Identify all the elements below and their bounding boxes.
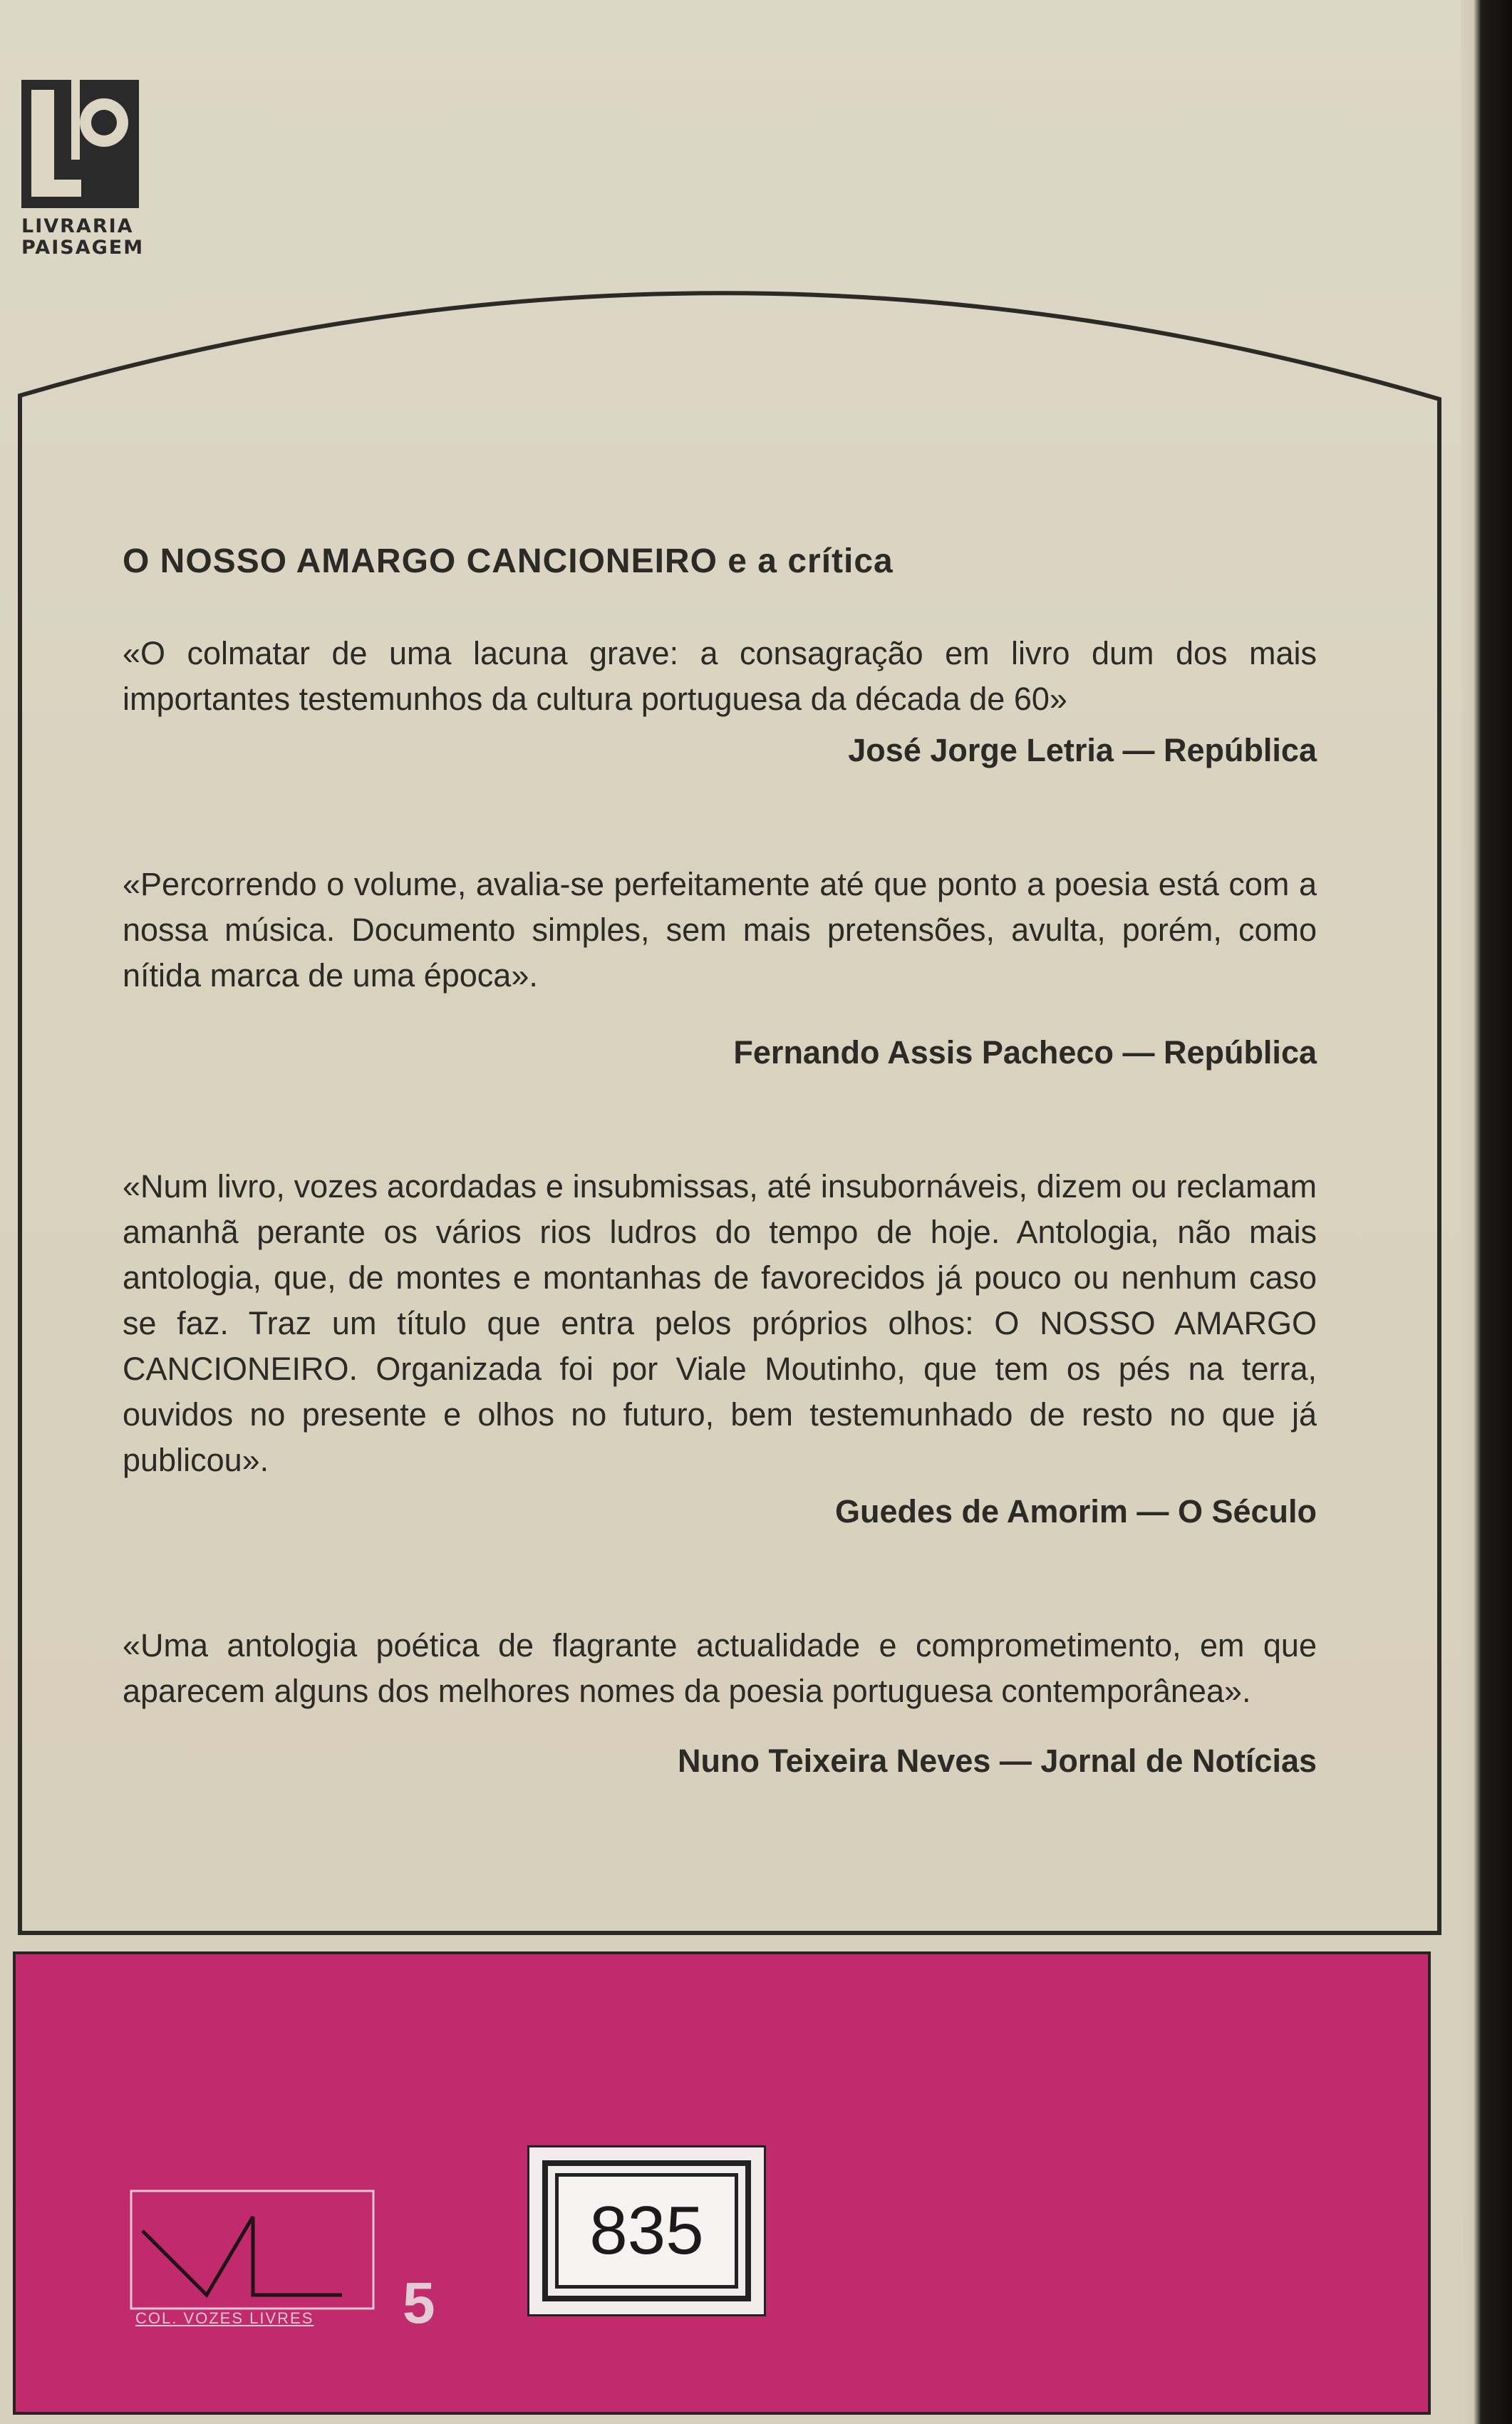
logo-line-2: PAISAGEM [21, 237, 145, 259]
collection-caption: COL. VOZES LIVRES [135, 2309, 314, 2327]
review-content [123, 542, 1317, 1872]
review-item [123, 862, 1317, 1071]
review-item [123, 1623, 1317, 1780]
review-attribution: José Jorge Letria — República [848, 732, 1317, 768]
review-attribution: Fernando Assis Pacheco — República [733, 1034, 1317, 1071]
price-value: 835 [589, 2192, 704, 2269]
review-quote: «Percorrendo o volume, avalia-se perfeitamente até que ponto a poesia está com a nossa música. Documento simples, sem mais pretensões, avulta, porém, como nítida marca de uma época». [123, 866, 1317, 994]
review-quote: «O colmatar de uma lacuna grave: a consagração em livro dum dos mais importantes testemunhos da cultura portuguesa da década de 60» [123, 635, 1317, 717]
price-border-inner [555, 2173, 738, 2289]
price-label [527, 2145, 766, 2316]
review-item [123, 631, 1317, 769]
page-heading [123, 542, 1317, 581]
heading-suffix: e a crítica [727, 542, 894, 580]
review-quote: «Num livro, vozes acordadas e insubmissas, até insubornáveis, dizem ou reclamam amanhã perante os vários rios ludros do tempo de hoje. Antologia, não mais antologia, que, de montes e montanhas de favorecidos já pouco ou nenhum caso se faz. Traz um título que entra pelos próprios olhos: O NOSSO AMARGO CANCIONEIRO. Organizada foi por Viale Moutinho, que tem os pés na terra, ouvidos no presente e olhos no futuro, bem testemunhado de resto no que já publicou». [123, 1168, 1317, 1478]
logo-line-1: LIVRARIA [21, 215, 134, 237]
review-item [123, 1164, 1317, 1530]
review-quote: «Uma antologia poética de flagrante actualidade e comprometimento, em que aparecem alguns dos melhores nomes da poesia portuguesa contemporânea». [123, 1627, 1317, 1709]
review-attribution: Nuno Teixeira Neves — Jornal de Notícias [678, 1743, 1317, 1779]
book-title: O NOSSO AMARGO CANCIONEIRO [123, 542, 718, 580]
review-attribution: Guedes de Amorim — O Século [835, 1493, 1317, 1530]
collection-number: 5 [403, 2271, 435, 2336]
